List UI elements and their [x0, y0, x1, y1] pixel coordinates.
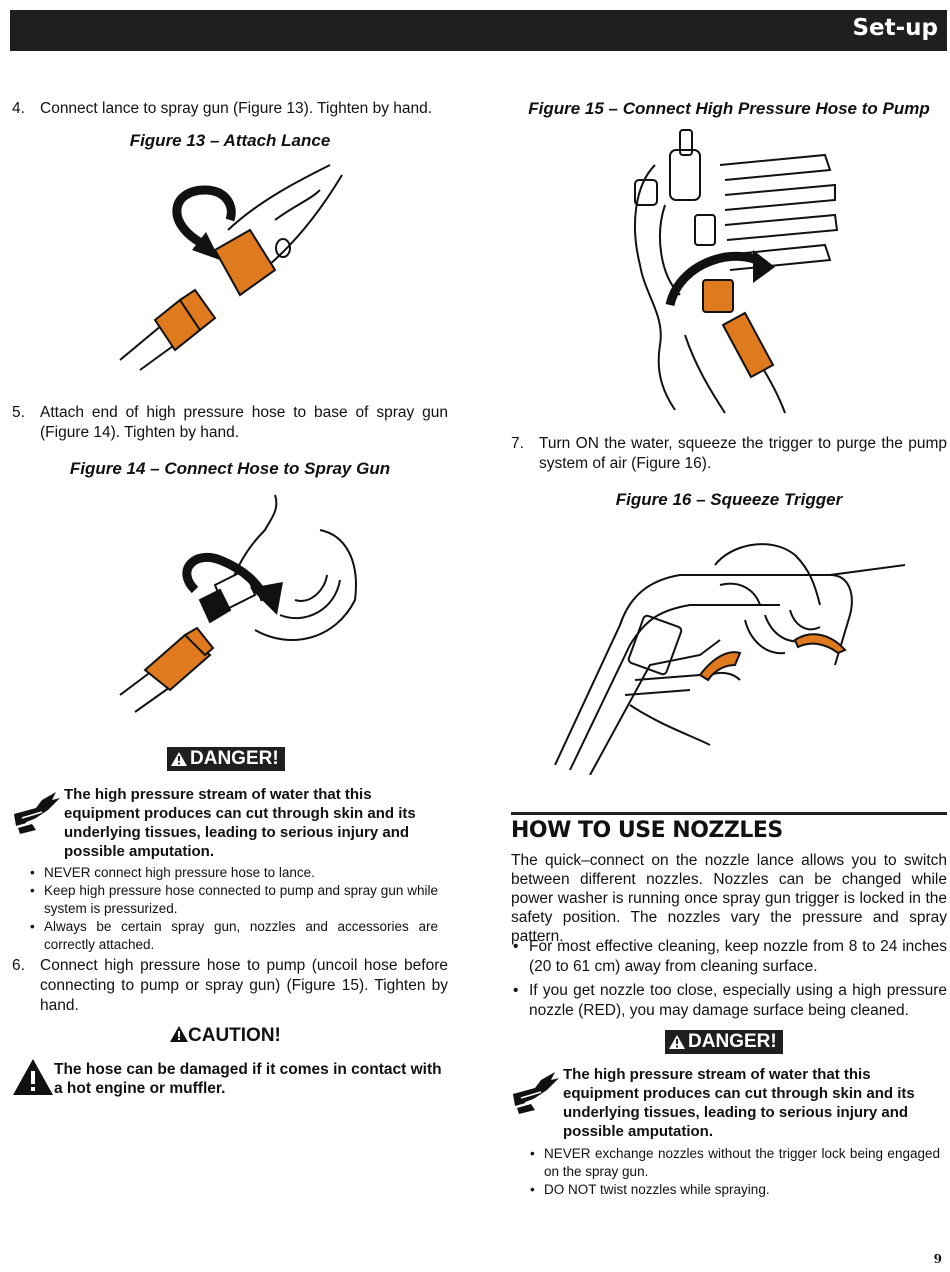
- danger-bullet-list: [530, 1145, 940, 1199]
- hand-cut-hazard-icon: [511, 1070, 559, 1114]
- figure-15-caption: Figure 15 – Connect High Pressure Hose to Pump: [528, 99, 930, 118]
- attach-lance-illustration: [110, 160, 350, 375]
- list-item: • NEVER exchange nozzles without the trigger lock being engaged on the spray gun.: [530, 1145, 940, 1181]
- step-text: Turn ON the water, squeeze the trigger to purge the pump system of air (Figure 16).: [539, 435, 947, 472]
- figure-14-caption: Figure 14 – Connect Hose to Spray Gun: [69, 459, 391, 478]
- list-item: • For most effective cleaning, keep nozzle from 8 to 24 inches (20 to 61 cm) away from cleaning surface.: [511, 937, 947, 977]
- warning-triangle-icon: [669, 1035, 685, 1049]
- step-6: [12, 956, 448, 1016]
- nozzles-intro-paragraph: The quick–connect on the nozzle lance allows you to switch between different nozzles. Nozzles can be changed while power washer is running once spray gun trigger is locked in the safety position. The nozzles vary the pressure and spray pattern.: [511, 852, 947, 945]
- caution-heading: [170, 1025, 281, 1047]
- list-item: • Keep high pressure hose connected to pump and spray gun while system is pressurized.: [30, 882, 438, 918]
- danger-badge: [665, 1030, 783, 1054]
- list-item: • NEVER connect high pressure hose to lance.: [30, 864, 438, 882]
- header-bar: [10, 10, 947, 51]
- hand-cut-hazard-icon: [12, 790, 60, 834]
- list-item: • DO NOT twist nozzles while spraying.: [530, 1181, 940, 1199]
- danger-warning-text: The high pressure stream of water that this equipment produces can cut through skin and its underlying tissues, leading to serious injury and possible amputation.: [563, 1066, 915, 1140]
- connect-hose-to-pump-illustration: [625, 125, 845, 415]
- danger-label: DANGER!: [190, 748, 279, 769]
- danger-badge: [167, 747, 285, 771]
- nozzles-bullet-list: [511, 937, 947, 1025]
- step-number: 5.: [12, 404, 25, 421]
- list-item: • If you get nozzle too close, especially using a high pressure nozzle (RED), you may damage surface being cleaned.: [511, 981, 947, 1021]
- connect-hose-illustration: [105, 490, 365, 720]
- step-5: [12, 403, 448, 443]
- warning-triangle-icon: [170, 1026, 188, 1042]
- warning-triangle-icon: [171, 752, 187, 766]
- danger-warning-text: The high pressure stream of water that this equipment produces can cut through skin and its underlying tissues, leading to serious injury and possible amputation.: [64, 786, 416, 860]
- step-7: [511, 434, 947, 474]
- step-number: 7.: [511, 435, 524, 452]
- caution-label: CAUTION!: [188, 1025, 281, 1046]
- caution-triangle-icon: [13, 1059, 53, 1095]
- step-text: Attach end of high pressure hose to base of spray gun (Figure 14). Tighten by hand.: [40, 404, 448, 441]
- step-text: Connect high pressure hose to pump (uncoil hose before connecting to pump or spray gun) (Figure 15). Tighten by hand.: [40, 957, 448, 1014]
- step-number: 6.: [12, 957, 25, 974]
- step-text: Connect lance to spray gun (Figure 13). Tighten by hand.: [40, 100, 433, 117]
- step-number: 4.: [12, 100, 25, 117]
- squeeze-trigger-illustration: [550, 525, 910, 775]
- nozzles-section-title: HOW TO USE NOZZLES: [511, 818, 783, 843]
- danger-bullet-list: [30, 864, 438, 954]
- figure-13-caption: Figure 13 – Attach Lance: [129, 131, 331, 150]
- figure-16-caption: Figure 16 – Squeeze Trigger: [615, 490, 843, 509]
- step-4: [12, 99, 448, 119]
- caution-warning-text: The hose can be damaged if it comes in contact with a hot engine or muffler.: [54, 1061, 442, 1097]
- list-item: • Always be certain spray gun, nozzles and accessories are correctly attached.: [30, 918, 438, 954]
- page-number: 9: [933, 1252, 942, 1266]
- section-divider: [511, 812, 947, 815]
- danger-label: DANGER!: [688, 1031, 777, 1052]
- section-title-setup: Set-up: [852, 15, 938, 41]
